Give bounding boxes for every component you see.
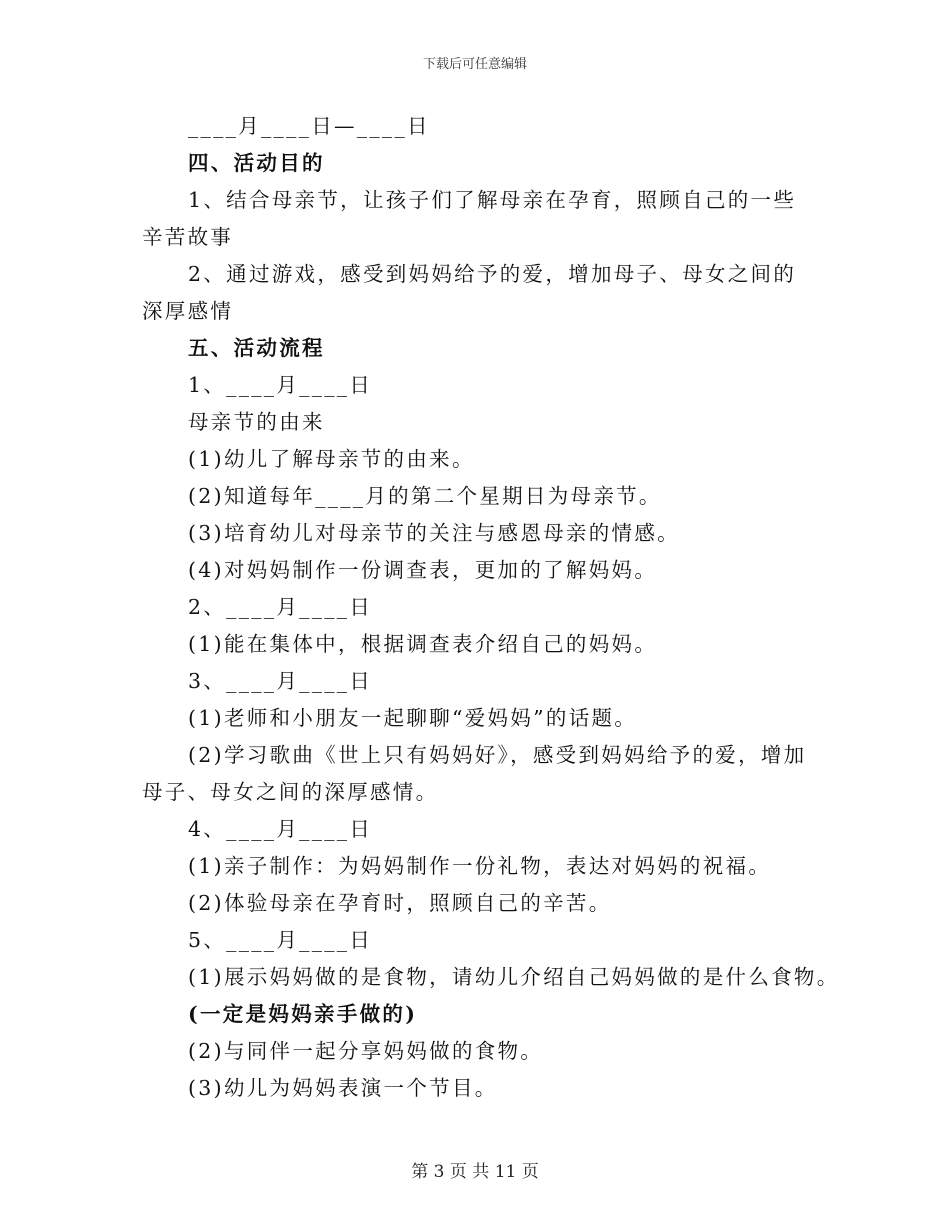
step-1-item-3: (3)培育幼儿对母亲节的关注与感恩母亲的情感。 <box>188 521 680 545</box>
page-footer: 第 3 页 共 11 页 <box>411 1162 539 1182</box>
step-4-item-1: (1)亲子制作：为妈妈制作一份礼物，表达对妈妈的祝福。 <box>188 854 772 878</box>
step-5-note: (一定是妈妈亲手做的) <box>188 1002 418 1026</box>
step-1-item-2: (2)知道每年____月的第二个星期日为母亲节。 <box>188 484 662 508</box>
section-heading-goals: 四、活动目的 <box>188 151 325 175</box>
document-body <box>142 108 840 1107</box>
step-5-item-3: (3)幼儿为妈妈表演一个节目。 <box>188 1076 498 1100</box>
step-2-date: 2、____月____日 <box>188 595 373 619</box>
date-range-line: ____月____日—____日 <box>188 114 430 138</box>
step-5-item-1: (1)展示妈妈做的是食物，请幼儿介绍自己妈妈做的是什么食物。 <box>188 965 840 989</box>
step-1-item-4: (4)对妈妈制作一份调查表，更加的了解妈妈。 <box>188 558 658 582</box>
step-2-item-1: (1)能在集体中，根据调查表介绍自己的妈妈。 <box>188 632 658 656</box>
step-4-date: 4、____月____日 <box>188 817 373 841</box>
step-1-item-1: (1)幼儿了解母亲节的由来。 <box>188 447 475 471</box>
step-5-date: 5、____月____日 <box>188 928 373 952</box>
step-5-item-2: (2)与同伴一起分享妈妈做的食物。 <box>188 1039 544 1063</box>
step-4-item-2: (2)体验母亲在孕育时，照顾自己的辛苦。 <box>188 891 612 915</box>
step-3-date: 3、____月____日 <box>188 669 373 693</box>
section-heading-process: 五、活动流程 <box>188 336 325 360</box>
step-1-date: 1、____月____日 <box>188 373 373 397</box>
page-header: 下载后可任意编辑 <box>422 57 527 72</box>
goal-item-2: 2、通过游戏，感受到妈妈给予的爱，增加母子、母女之间的深厚感情 <box>142 262 797 323</box>
step-3-item-2: (2)学习歌曲《世上只有妈妈好》，感受到妈妈给予的爱，增加母子、母女之间的深厚感情。 <box>142 743 807 804</box>
goal-item-1: 1、结合母亲节，让孩子们了解母亲在孕育，照顾自己的一些辛苦故事 <box>142 188 797 249</box>
step-1-subtitle: 母亲节的由来 <box>188 410 325 434</box>
step-3-item-1: (1)老师和小朋友一起聊聊“爱妈妈”的话题。 <box>188 706 638 730</box>
